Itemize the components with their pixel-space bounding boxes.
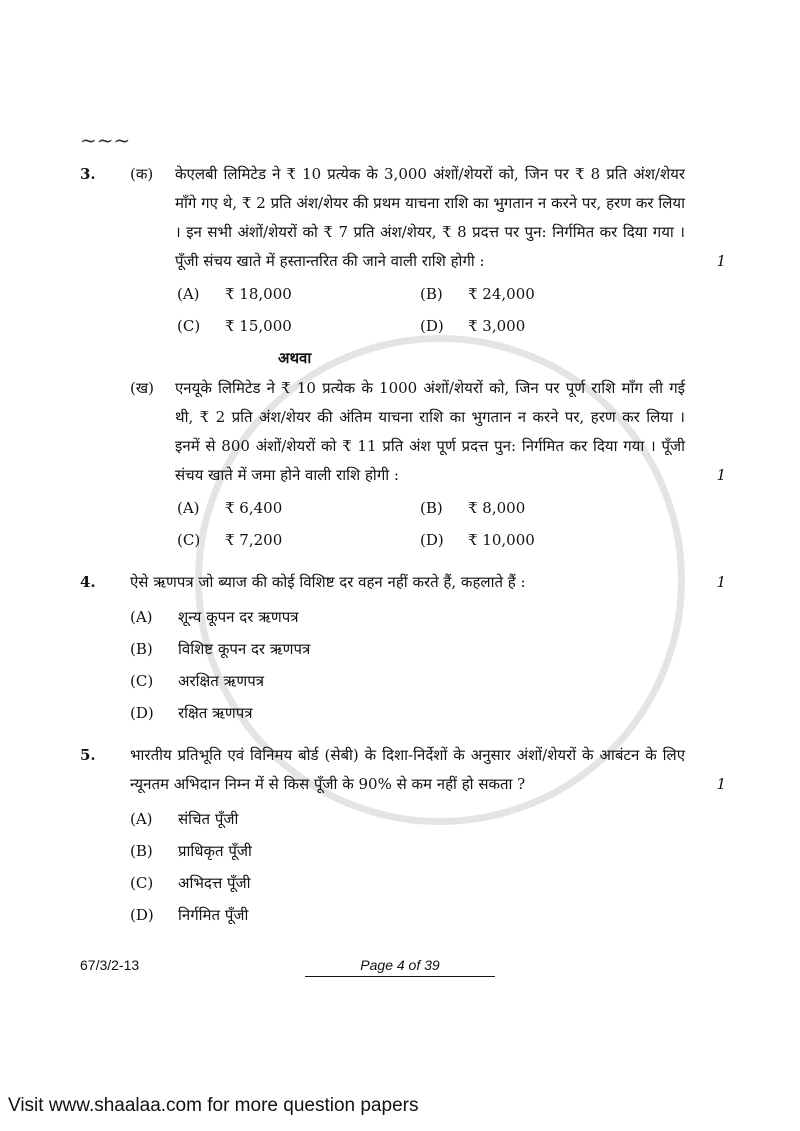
options: [177, 278, 740, 342]
question-5: [80, 741, 740, 799]
page-footer: [0, 957, 800, 977]
options: [130, 601, 740, 729]
option: (A) शून्य कूपन दर ऋणपत्र: [130, 608, 299, 626]
tilde-ornament: ~~~: [80, 128, 131, 152]
promo-link[interactable]: Visit www.shaalaa.com for more question papers: [8, 1095, 419, 1116]
sub-label: (ख): [130, 379, 154, 397]
question-3a: [80, 160, 740, 276]
marks: 1: [716, 573, 726, 591]
option: (B) विशिष्ट कूपन दर ऋणपत्र: [130, 640, 311, 658]
sub-label: (क): [130, 165, 154, 183]
option: (B) ₹ 24,000: [420, 285, 535, 303]
option: (D) ₹ 3,000: [420, 317, 526, 335]
page-number: Page 4 of 39: [305, 957, 495, 977]
options: [130, 803, 740, 931]
option: (B) प्राधिकृत पूँजी: [130, 842, 252, 860]
questions: [0, 128, 740, 931]
question-number: 5.: [80, 746, 96, 764]
question-text: भारतीय प्रतिभूति एवं विनिमय बोर्ड (सेबी) के दिशा-निर्देशों के अनुसार अंशों/शेयरों के आबंटन के लिए न्यूनतम अभिदान निम्न में से किस पूँजी के 90% से कम नहीं हो सकता ?: [130, 746, 685, 793]
or-separator: अथवा: [278, 349, 312, 367]
option: (B) ₹ 8,000: [420, 499, 526, 517]
option: (D) ₹ 10,000: [420, 531, 535, 549]
question-number: 4.: [80, 573, 96, 591]
option: (C) अभिदत्त पूँजी: [130, 874, 251, 892]
option: (C) ₹ 7,200: [177, 531, 283, 549]
question-3b: [80, 374, 740, 490]
option: (C) अरक्षित ऋणपत्र: [130, 672, 264, 690]
paper-code: 67/3/2-13: [80, 957, 140, 973]
question-text: ऐसे ऋणपत्र जो ब्याज की कोई विशिष्ट दर वहन नहीं करते हैं, कहलाते हैं :: [130, 573, 526, 591]
option: (D) रक्षित ऋणपत्र: [130, 704, 253, 722]
question-4: [80, 568, 740, 597]
marks: 1: [716, 252, 726, 270]
options: [177, 492, 740, 556]
option: (C) ₹ 15,000: [177, 317, 292, 335]
option: (A) ₹ 6,400: [177, 499, 283, 517]
option: (D) निर्गमित पूँजी: [130, 906, 249, 924]
option: (A) संचित पूँजी: [130, 810, 239, 828]
marks: 1: [716, 775, 726, 793]
question-number: 3.: [80, 165, 96, 183]
question-text: एनयूके लिमिटेड ने ₹ 10 प्रत्येक के 1000 अंशों/शेयरों को, जिन पर पूर्ण राशि माँग ली गई थी, ₹ 2 प्रति अंश/शेयर की अंतिम याचना राशि का भुगतान न करने पर, हरण कर लिया । इनमें से 800 अंशों/शेयरों को ₹ 11 प्रति अंश पूर्ण प्रदत्त पुन: निर्गमित कर दिया गया । पूँजी संचय खाते में जमा होने वाली राशि होगी :: [175, 379, 685, 484]
option: (A) ₹ 18,000: [177, 285, 292, 303]
question-text: केएलबी लिमिटेड ने ₹ 10 प्रत्येक के 3,000 अंशों/शेयरों को, जिन पर ₹ 8 प्रति अंश/शेयर माँगे गए थे, ₹ 2 प्रति अंश/शेयर की प्रथम याचना राशि का भुगतान न करने पर, हरण कर लिया । इन सभी अंशों/शेयरों को ₹ 7 प्रति अंश/शेयर, ₹ 8 प्रदत्त पर पुन: निर्गमित कर दिया गया । पूँजी संचय खाते में हस्तान्तरित की जाने वाली राशि होगी :: [175, 165, 685, 270]
marks: 1: [716, 466, 726, 484]
